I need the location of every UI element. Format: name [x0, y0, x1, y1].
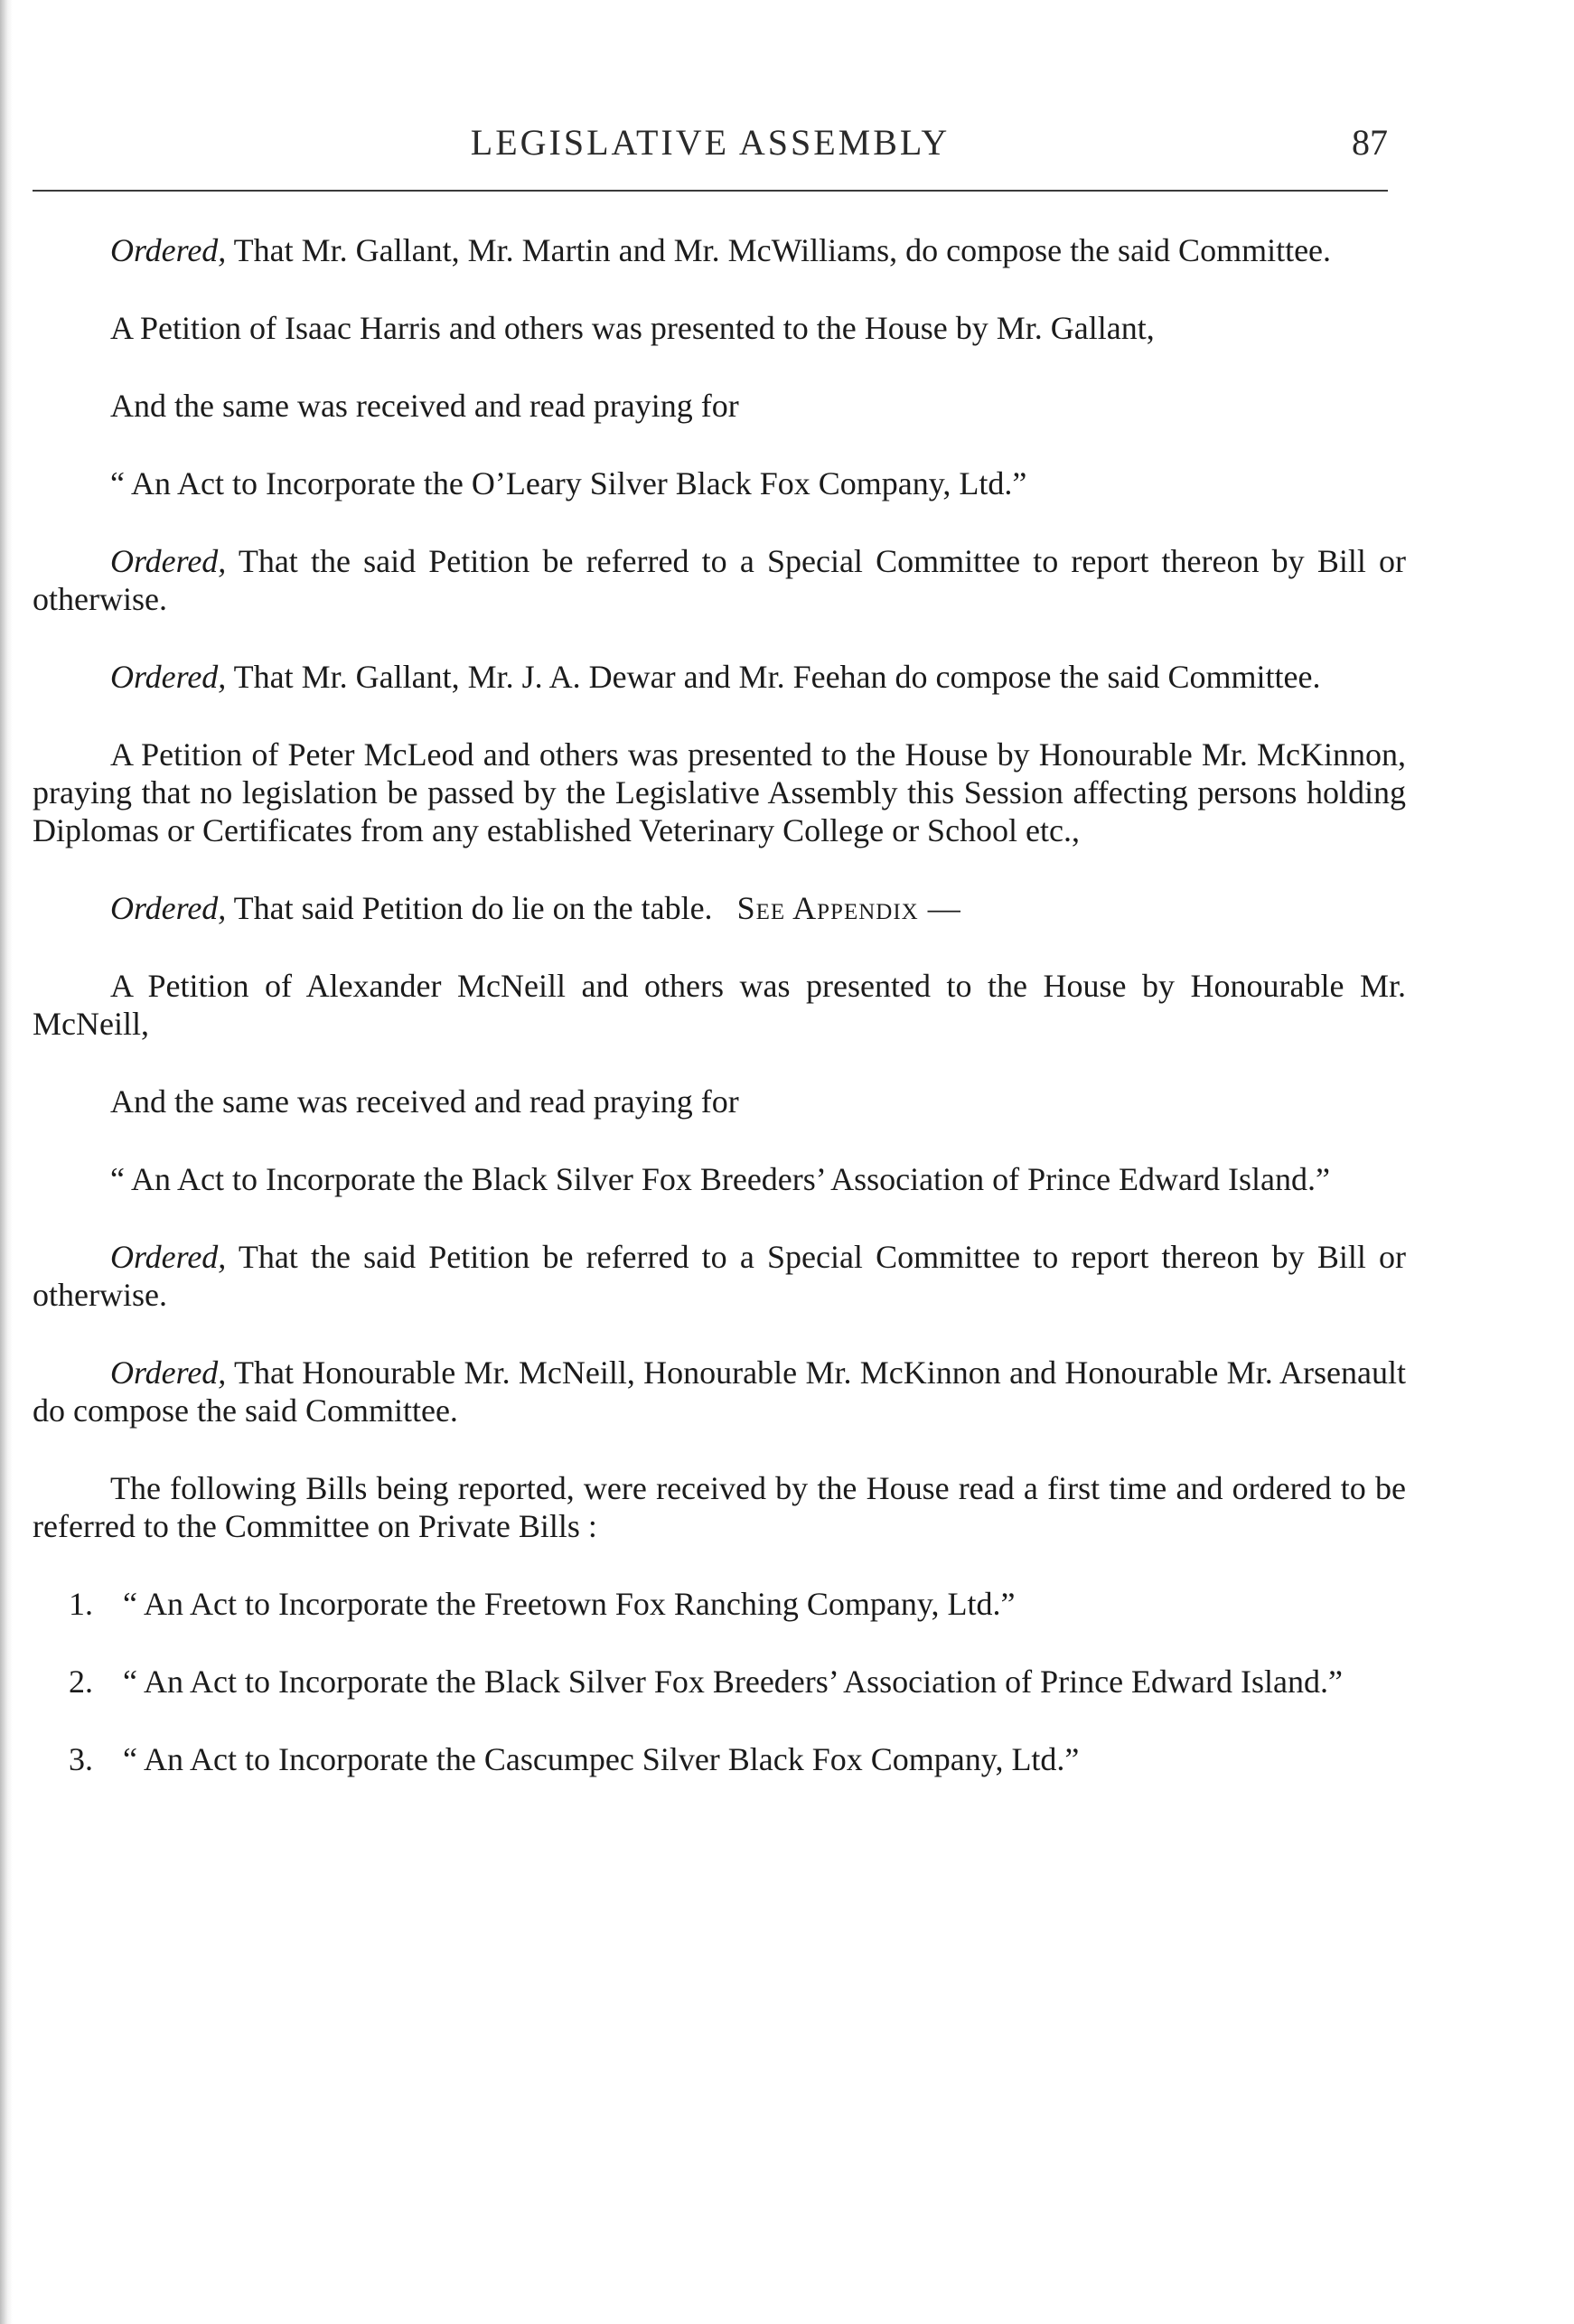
paragraph-text: That Mr. Gallant, Mr. J. A. Dewar and Mr. Feehan do compose the said Committee.: [226, 659, 1321, 695]
ordered-label: Ordered,: [110, 890, 227, 926]
paragraph-received-1: [33, 387, 1406, 425]
bill-number: 1.: [69, 1586, 93, 1622]
paragraph-ordered-committee-3: [33, 1354, 1406, 1429]
ordered-label: Ordered,: [110, 659, 227, 695]
paragraph-ordered-referred-1: [33, 542, 1406, 618]
paragraph-ordered-table: [33, 889, 1406, 927]
bill-list-item: [33, 1740, 1406, 1778]
paragraph-text: That Honourable Mr. McNeill, Honourable Mr. McKinnon and Honourable Mr. Arsenault do compose the said Committee.: [33, 1354, 1406, 1429]
paragraph-ordered-committee-2: [33, 658, 1406, 696]
page-header: [33, 116, 1388, 170]
ordered-label: Ordered,: [110, 232, 227, 268]
bill-number: 2.: [69, 1663, 93, 1700]
paragraph-bills-reported: [33, 1469, 1406, 1545]
paragraph-text: A Petition of Isaac Harris and others was presented to the House by Mr. Gallant,: [110, 310, 1155, 346]
bill-list-item: [33, 1585, 1406, 1623]
paragraph-text: And the same was received and read praying for: [110, 1083, 739, 1120]
paragraph-text: “ An Act to Incorporate the Black Silver Fox Breeders’ Association of Prince Edward Island.”: [110, 1161, 1330, 1197]
paragraph-ordered-referred-2: [33, 1238, 1406, 1314]
paragraph-text: That Mr. Gallant, Mr. Martin and Mr. McWilliams, do compose the said Committee.: [226, 232, 1332, 268]
paragraph-text: A Petition of Peter McLeod and others was presented to the House by Honourable Mr. McKinnon, praying that no legislation be passed by the Legislative Assembly this Session affecting persons holding Diplomas or Certificates from any established Veterinary College or School etc.,: [33, 736, 1406, 848]
paragraph-text: And the same was received and read praying for: [110, 388, 739, 424]
paragraph-text: A Petition of Alexander McNeill and others was presented to the House by Honourable Mr. McNeill,: [33, 968, 1406, 1042]
bill-text: “ An Act to Incorporate the Black Silver Fox Breeders’ Association of Prince Edward Island.”: [123, 1663, 1343, 1700]
running-title: LEGISLATIVE ASSEMBLY: [470, 122, 951, 163]
ordered-label: Ordered,: [110, 543, 227, 579]
paragraph-text: That the said Petition be referred to a Special Committee to report thereon by Bill or otherwise.: [33, 1239, 1406, 1313]
bill-number: 3.: [69, 1741, 93, 1777]
paragraph-act-breeders: [33, 1160, 1406, 1198]
paragraph-text: That said Petition do lie on the table.: [226, 890, 713, 926]
paragraph-ordered-committee-1: [33, 231, 1406, 269]
paragraph-petition-mcleod: [33, 736, 1406, 849]
ordered-label: Ordered,: [110, 1354, 227, 1391]
paragraph-petition-harris: [33, 309, 1406, 347]
paragraph-text: “ An Act to Incorporate the O’Leary Silver Black Fox Company, Ltd.”: [110, 465, 1027, 501]
paragraph-text: That the said Petition be referred to a Special Committee to report thereon by Bill or otherwise.: [33, 543, 1406, 617]
bill-text: “ An Act to Incorporate the Cascumpec Silver Black Fox Company, Ltd.”: [123, 1741, 1080, 1777]
page-body: [33, 231, 1406, 1818]
paragraph-act-oleary: [33, 464, 1406, 502]
page-number: 87: [1352, 122, 1388, 163]
paragraph-text: The following Bills being reported, were received by the House read a first time and ordered to be referred to the Committee on Private Bills :: [33, 1470, 1406, 1544]
bill-text: “ An Act to Incorporate the Freetown Fox Ranching Company, Ltd.”: [123, 1586, 1016, 1622]
paragraph-received-2: [33, 1082, 1406, 1120]
ordered-label: Ordered,: [110, 1239, 227, 1275]
paragraph-petition-mcneill: [33, 967, 1406, 1043]
bill-list-item: [33, 1663, 1406, 1701]
header-rule: [33, 190, 1388, 192]
page-edge-shadow: [0, 0, 13, 2324]
appendix-reference: See Appendix —: [736, 890, 961, 926]
